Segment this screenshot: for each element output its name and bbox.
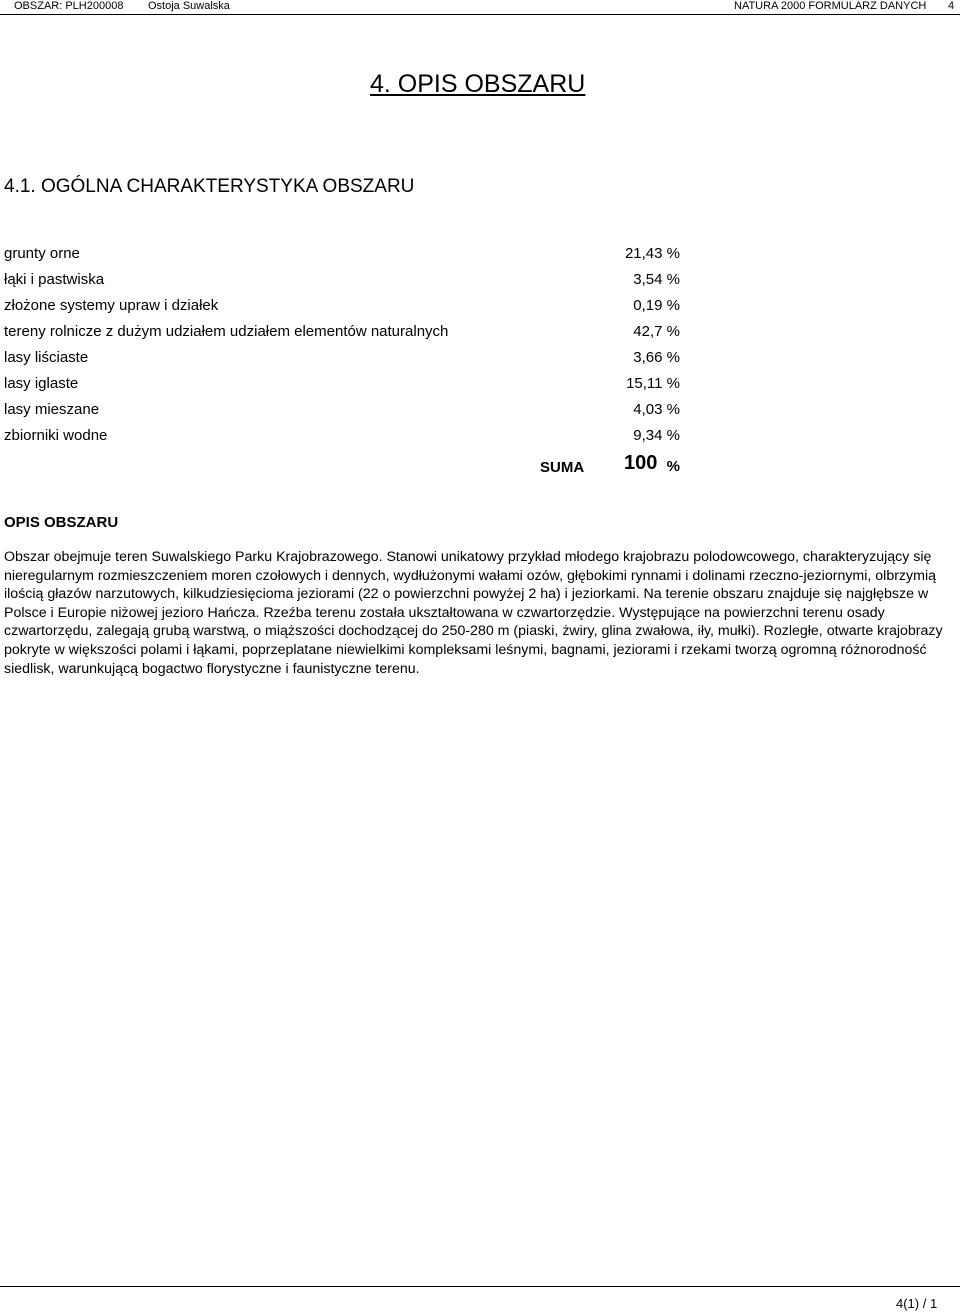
sum-unit: % bbox=[666, 458, 680, 475]
sum-value: 100 bbox=[624, 452, 658, 474]
land-cover-label: lasy iglaste bbox=[4, 375, 79, 392]
land-cover-value: 9,34 % bbox=[633, 427, 680, 444]
land-cover-value: 15,11 % bbox=[626, 375, 680, 392]
header-divider bbox=[0, 14, 960, 15]
footer-page-indicator: 4(1) / 1 bbox=[896, 1296, 938, 1311]
header-page-number: 4 bbox=[948, 0, 955, 12]
land-cover-value: 3,54 % bbox=[633, 271, 680, 288]
land-cover-label: zbiorniki wodne bbox=[4, 427, 108, 444]
land-cover-label: grunty orne bbox=[4, 245, 80, 262]
page-title: 4. OPIS OBSZARU bbox=[370, 70, 586, 98]
land-cover-table bbox=[4, 244, 680, 452]
land-cover-row bbox=[4, 270, 680, 296]
land-cover-row bbox=[4, 296, 680, 322]
land-cover-label: złożone systemy upraw i działek bbox=[4, 297, 219, 314]
site-name: Ostoja Suwalska bbox=[148, 0, 230, 12]
land-cover-row bbox=[4, 348, 680, 374]
land-cover-value: 42,7 % bbox=[633, 323, 680, 340]
land-cover-label: tereny rolnicze z dużym udziałem udziałem elementów naturalnych bbox=[4, 323, 449, 340]
land-cover-value: 3,66 % bbox=[633, 349, 680, 366]
page-header bbox=[0, 0, 960, 14]
land-cover-row bbox=[4, 426, 680, 452]
form-name: NATURA 2000 FORMULARZ DANYCH bbox=[734, 0, 927, 12]
footer-divider bbox=[0, 1286, 960, 1287]
land-cover-label: lasy liściaste bbox=[4, 349, 89, 366]
site-code: OBSZAR: PLH200008 bbox=[14, 0, 124, 12]
land-cover-row bbox=[4, 244, 680, 270]
land-cover-label: łąki i pastwiska bbox=[4, 271, 105, 288]
section-subtitle: 4.1. OGÓLNA CHARAKTERYSTYKA OBSZARU bbox=[4, 176, 415, 197]
land-cover-row bbox=[4, 400, 680, 426]
land-cover-row bbox=[4, 322, 680, 348]
sum-label: SUMA bbox=[540, 459, 585, 476]
description-heading: OPIS OBSZARU bbox=[4, 514, 119, 531]
description-text: Obszar obejmuje teren Suwalskiego Parku Krajobrazowego. Stanowi unikatowy przykład młodego krajobrazu polodowcowego, charakteryzujący się nieregularnym rozmieszczeniem moren czołowych i dennych, wydłużonymi wałami ozów, głębokimi rynnami i dolinami rzeczno-jeziornymi, olbrzymią ilością głazów narzutowych, kilkudziesięcioma jeziorami (22 o powierzchni powyżej 2 ha) i jeziorkami. Na terenie obszaru znajduje się najgłębsze w Polsce i Europie niżowej jezioro Hańcza. Rzeźba terenu została ukształtowana w czwartorzędzie. Występujące na powierzchni terenu osady czwartorzędu, zalegają grubą warstwą, o miąższości dochodzącej do 250-280 m (piaski, żwiry, glina zwałowa, iły, mułki). Rozległe, otwarte krajobrazy pokryte w większości polami i łąkami, poprzeplatane niewielkimi kompleksami leśnymi, bagnami, jeziorami i rzekami tworzą ogromną różnorodność siedlisk, warunkującą bogactwo florystyczne i faunistyczne terenu. bbox=[4, 549, 943, 677]
land-cover-value: 0,19 % bbox=[633, 297, 680, 314]
land-cover-label: lasy mieszane bbox=[4, 401, 100, 418]
land-cover-value: 4,03 % bbox=[633, 401, 680, 418]
sum-row bbox=[540, 452, 680, 478]
land-cover-row bbox=[4, 374, 680, 400]
land-cover-value: 21,43 % bbox=[624, 245, 680, 262]
